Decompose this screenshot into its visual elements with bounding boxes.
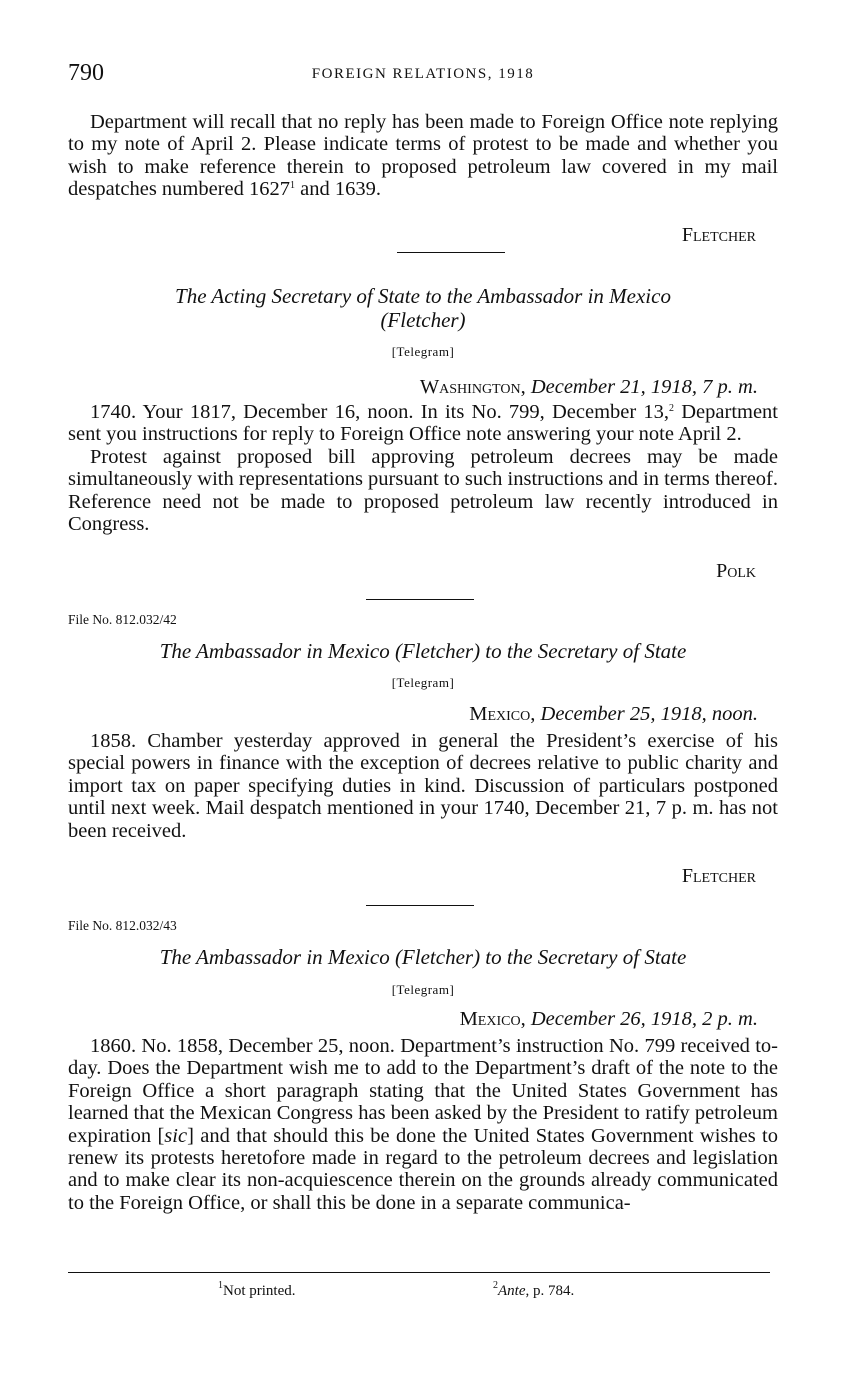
continuation-section [68, 111, 778, 201]
signature: Fletcher [681, 865, 756, 887]
footnote-ref: 1 [290, 180, 296, 192]
section-divider [397, 252, 505, 253]
footnote-divider [68, 1272, 770, 1273]
telegram-label: [Telegram] [391, 344, 455, 359]
dateline: Mexico, December 25, 1918, noon. [469, 703, 758, 725]
continuation-paragraph: Department will recall that no reply has been made to Foreign Office note replying to my note of April 2. Please indicate terms of protest to be made and whether you wish to make reference therein to proposed petroleum law covered in my mail despatches numbered 1627$^1$ and 1639. [68, 111, 778, 201]
dateline: Washington, December 21, 1918, 7 p. m. [419, 376, 758, 398]
document-body: 1860. No. 1858, December 25, noon. Department’s instruction No. 799 received to-day. Does the Department wish me to add to the Department’s draft of the note to the Foreign Office a short paragraph stating that the United States Government has learned that the Mexican Congress has been asked by the President to ratify petroleum expiration [sic] and that should this be done the United States Government wishes to renew its protests heretofore made in regard to the petroleum decrees and legislation and to make clear its non-acquiescence therein on the grounds already communicated to the Foreign Office, or shall this be done in a separate communica- [68, 1035, 778, 1214]
footnote-ref: 2 [669, 403, 675, 414]
file-number: File No. 812.032/43 [68, 918, 177, 933]
footnotes [0, 1280, 844, 1305]
file-number: File No. 812.032/42 [68, 612, 177, 627]
telegram-label: [Telegram] [391, 982, 455, 997]
document-title: The Ambassador in Mexico (Fletcher) to the Secretary of State [159, 945, 687, 969]
footnote-2: $^2$Ante, p. 784. [493, 1280, 575, 1299]
document-body: 1740. Your 1817, December 16, noon. In its No. 799, December 13,$^2$ Department sent you instructions for reply to Foreign Office note answering your note April 2. Protest against proposed bill approving petroleum decrees may be made simultaneously with representations pursuant to such instructions and in terms thereof. Reference need not be made to proposed petroleum law recently introduced in Congress. [68, 401, 779, 536]
telegram-label: [Telegram] [391, 675, 455, 690]
signature: Fletcher [681, 224, 756, 246]
document-title: The Ambassador in Mexico (Fletcher) to the Secretary of State [159, 639, 687, 663]
page-header [68, 60, 778, 92]
section-divider [366, 905, 474, 906]
document-title: The Acting Secretary of State to the Ambassador in Mexico (Fletcher) [175, 284, 671, 332]
running-head: FOREIGN RELATIONS, 1918 [311, 66, 535, 82]
footnote-1: $^1$Not printed. [218, 1280, 296, 1299]
signature: Polk [716, 560, 756, 582]
page-number: 790 [68, 60, 104, 86]
document-body: 1858. Chamber yesterday approved in general the President’s exercise of his special powers in finance with the exception of decrees relative to public charity and import tax on paper specifying duties in kind. Discussion of particulars postponed until next week. Mail despatch mentioned in your 1740, December 21, 7 p. m. has not been received. [68, 730, 778, 842]
section-divider [366, 599, 474, 600]
dateline: Mexico, December 26, 1918, 2 p. m. [459, 1008, 758, 1030]
